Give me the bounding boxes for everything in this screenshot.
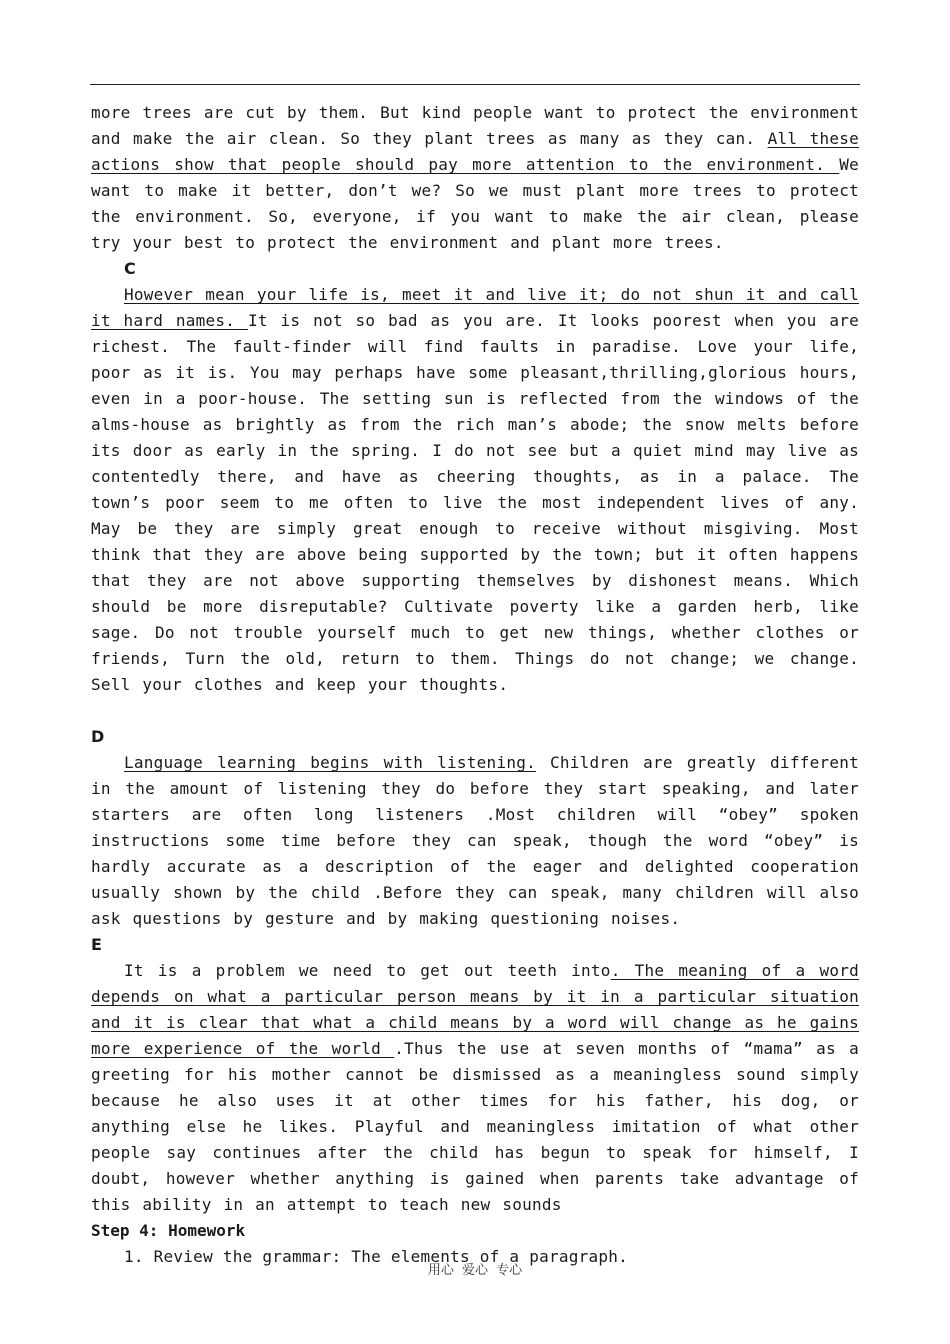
passage-c-text: It is not so bad as you are. It looks poorest when you are richest. The fault-finder will find faults in paradise. Love your life, poor as it is. You may perhaps have some pleasant,thrilling,glorious hours, even in a poor-house. The setting sun is reflected from the windows of the alms-house as brightly as from the rich man’s abode; the snow melts before its door as early in the spring. I do not see but a quiet mind may live as contentedly there, and have as cheering thoughts, as in a palace. The town’s poor seem to me often to live the most independent lives of any. May be they are simply great enough to receive without misgiving. Most think that they are above being supported by the town; but it often happens that they are not above supporting themselves by dishonest means. Which should be more disreputable? Cultivate poverty like a garden herb, like sage. Do not trouble yourself much to get new things, whether clothes or friends, Turn the old, return to them. Things do not change; we change. Sell your clothes and keep your thoughts.	[91, 311, 860, 694]
page-content	[91, 100, 859, 1270]
passage-b-tail	[91, 100, 859, 256]
passage-b-text-2: We want to make it better, don’t we? So we must plant more trees to protect the environment. So, everyone, if you want to make the air clean, please try your best to protect the environment and plant more trees.	[91, 155, 859, 252]
passage-c-label: C	[124, 259, 136, 278]
passage-d-underlined-sentence: Language learning begins with listening.	[124, 753, 536, 772]
passage-e-text-1: It is a problem we need to get out teeth into	[124, 961, 611, 980]
passage-b-text-1: more trees are cut by them. But kind people want to protect the environment and make the air clean. So they plant trees as many as they can.	[91, 103, 859, 148]
passage-e-paragraph	[91, 958, 859, 1218]
header-rule	[90, 84, 860, 85]
passage-d-label: D	[91, 727, 105, 746]
passage-b-underlined-sentence: All these actions show that people should pay more attention to the environment.	[91, 129, 859, 174]
homework-heading: Step 4: Homework	[91, 1221, 246, 1240]
passage-e-text-2: .Thus the use at seven months of “mama” as a greeting for his mother cannot be dismissed as a meaningless sound simply because he also uses it at other times for his father, his dog, or anything else he likes. Playful and meaningless imitation of what other people say continues after the child has begun to speak for himself, I doubt, however whether anything is gained when parents take advantage of this ability in an attempt to teach new sounds	[91, 1039, 860, 1214]
blank-line	[91, 698, 859, 724]
passage-c-underlined-sentence: However mean your life is, meet it and live it; do not shun it and call it hard names.	[91, 285, 859, 330]
passage-d-text: Children are greatly different in the amount of listening they do before they start speaking, and later starters are often long listeners .Most children will “obey” spoken instructions some time before they can speak, though the word “obey” is hardly accurate as a description of the eager and delighted cooperation usually shown by the child .Before they can speak, many children will also ask questions by gesture and by making questioning noises.	[91, 753, 859, 928]
passage-e-underlined-sentence: . The meaning of a word depends on what a particular person means by it in a particular situation and it is clear that what a child means by a word will change as he gains more experience of the world	[91, 961, 859, 1058]
page-footer: 用心 爱心 专心	[427, 1263, 523, 1278]
passage-e-label: E	[91, 935, 102, 954]
passage-c-paragraph	[91, 282, 859, 698]
passage-d-paragraph	[91, 750, 859, 932]
homework-item-1: 1. Review the grammar: The elements of a paragraph.	[124, 1247, 629, 1266]
